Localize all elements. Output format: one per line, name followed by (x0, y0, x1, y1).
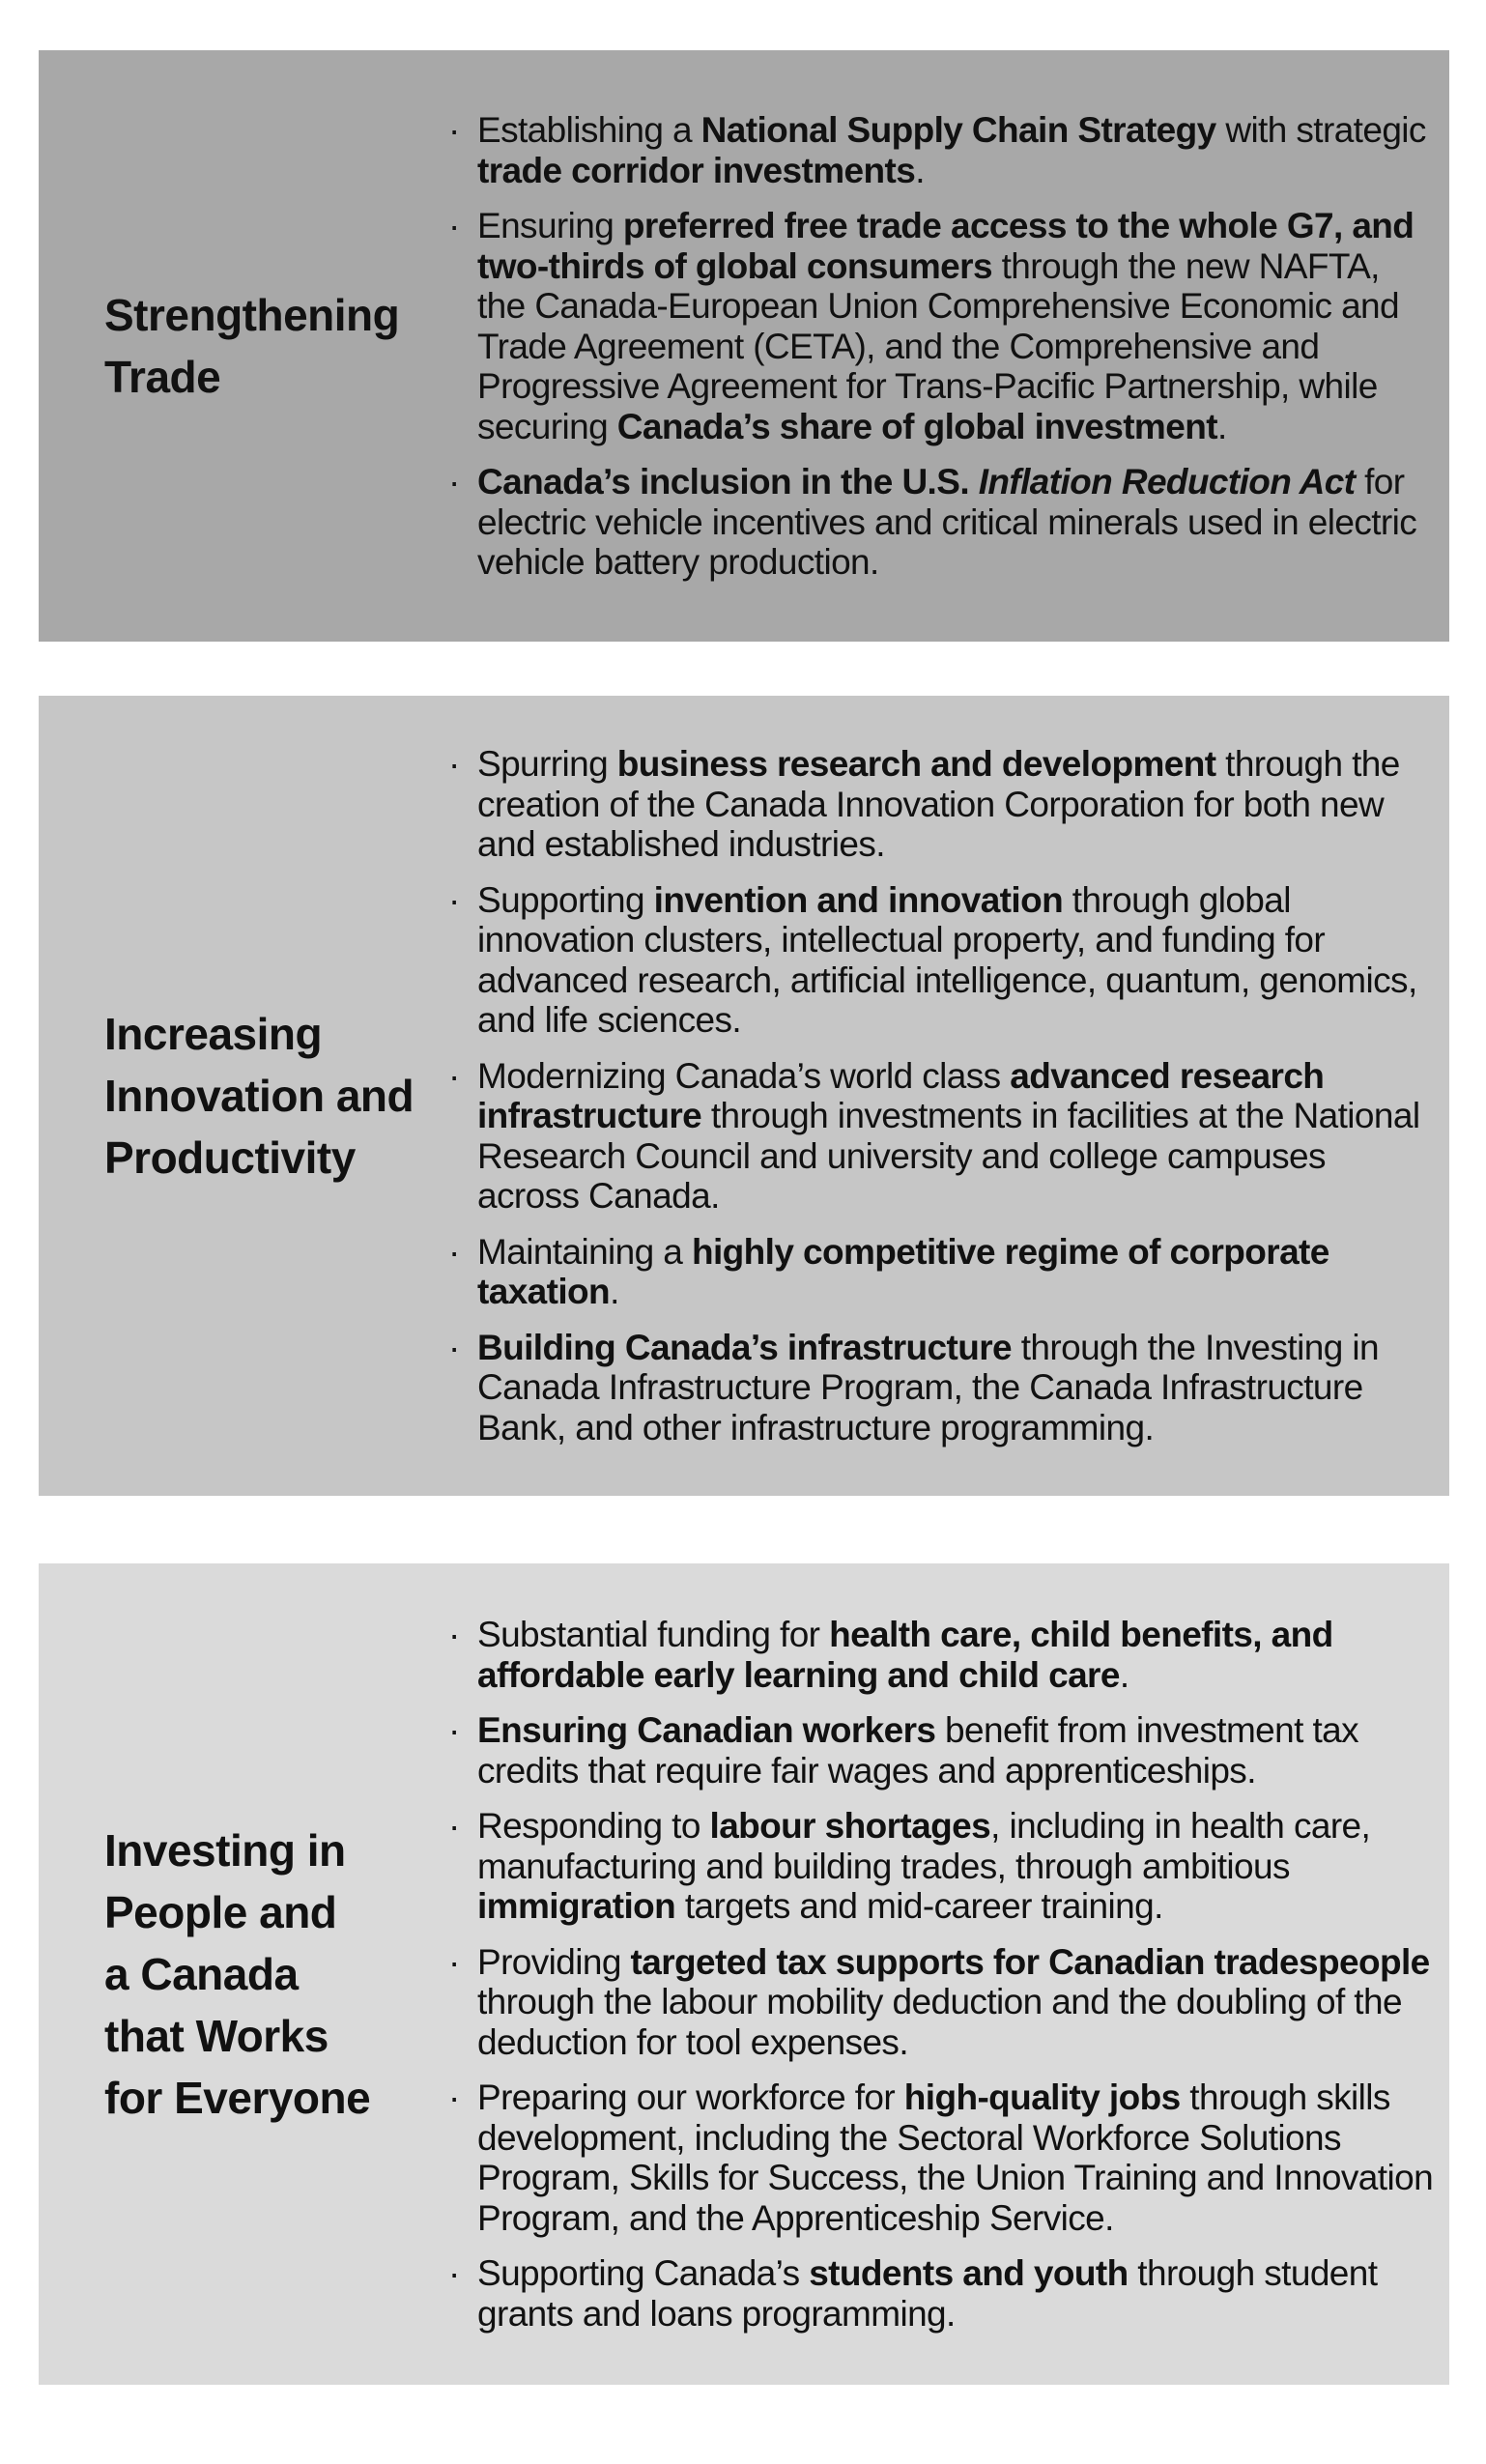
section-innovation-productivity (39, 696, 1449, 1496)
heading-line: Innovation and (104, 1071, 414, 1121)
section-heading (104, 284, 433, 408)
bullet-dot-icon: · (448, 1941, 460, 1982)
text-run: Providing (477, 1941, 631, 1982)
section-heading (104, 1003, 433, 1189)
list-item (448, 1942, 1436, 2063)
bullet-dot-icon: · (448, 1055, 460, 1096)
bold-text: business research and development (616, 744, 1216, 784)
bullet-dot-icon: · (448, 1806, 460, 1846)
bold-text: Inflation Reduction Act (978, 462, 1356, 501)
text-run: . (915, 150, 925, 190)
text-run: . (1119, 1654, 1129, 1695)
bullet-list (448, 744, 1436, 1447)
bullet-dot-icon: · (448, 110, 460, 150)
bold-text: trade corridor investments (477, 150, 916, 190)
text-run: Supporting (477, 879, 654, 920)
bold-text: National Supply Chain Strategy (700, 110, 1216, 150)
heading-line: Investing in (104, 1825, 346, 1876)
bullet-dot-icon: · (448, 1327, 460, 1367)
text-run: Establishing a (477, 110, 701, 150)
text-run: with strategic (1215, 110, 1426, 150)
bullet-dot-icon: · (448, 1231, 460, 1272)
text-run: benefit from investment tax credits that require fair wages and apprenticeships. (477, 1710, 1359, 1791)
bold-text: labour shortages (709, 1806, 991, 1846)
section-investing-in-people (39, 1563, 1449, 2385)
list-item (448, 462, 1436, 583)
list-item (448, 1615, 1436, 1695)
list-item (448, 744, 1436, 865)
list-item (448, 880, 1436, 1041)
text-run: Substantial funding for (477, 1615, 830, 1654)
section-strengthening-trade (39, 50, 1449, 642)
bold-text: health care, child benefits, and affordable early learning and child care (477, 1615, 1333, 1695)
bold-text: targeted tax supports for Canadian tradespeople (630, 1941, 1430, 1982)
bold-text: Canada’s inclusion in the U.S. (477, 462, 979, 501)
bold-text: highly competitive regime of corporate taxation (477, 1231, 1329, 1311)
bold-text: students and youth (809, 2253, 1129, 2293)
section-heading (104, 1819, 433, 2129)
list-item (448, 1328, 1436, 1448)
heading-line: that Works (104, 2011, 329, 2061)
text-run: . (610, 1272, 619, 1311)
list-item (448, 1710, 1436, 1791)
text-run: Responding to (477, 1806, 710, 1846)
list-item (448, 2077, 1436, 2238)
bold-text: Canada’s share of global investment (616, 406, 1217, 446)
bullet-dot-icon: · (448, 2253, 460, 2293)
list-item (448, 206, 1436, 446)
bold-text: preferred free trade access to the whole G7, and two-thirds of global consumers (477, 206, 1415, 286)
bullet-dot-icon: · (448, 206, 460, 245)
text-run: through skills development, including the Sectoral Workforce Solutions Program, Skills for Success, the Union Training and Innovation Program, and the Apprenticeship Service. (477, 2077, 1434, 2238)
list-item (448, 1056, 1436, 1217)
bullet-dot-icon: · (448, 744, 460, 784)
bullet-dot-icon: · (448, 1710, 460, 1750)
list-item (448, 1232, 1436, 1312)
text-run: , including in health care, manufacturing and building trades, through ambitious (477, 1806, 1371, 1886)
heading-line: for Everyone (104, 2073, 371, 2123)
list-item (448, 1806, 1436, 1927)
bullet-dot-icon: · (448, 462, 460, 501)
bullet-dot-icon: · (448, 1615, 460, 1654)
bold-text: immigration (477, 1886, 676, 1926)
text-run: through the Investing in Canada Infrastructure Program, the Canada Infrastructure Bank, and other infrastructure programming. (477, 1327, 1379, 1447)
text-run: through the labour mobility deduction and the doubling of the deduction for tool expenses. (477, 1982, 1402, 2062)
text-run: Preparing our workforce for (477, 2077, 904, 2117)
text-run: Supporting Canada’s (477, 2253, 810, 2293)
bold-text: high-quality jobs (903, 2077, 1181, 2117)
text-run: Modernizing Canada’s world class (477, 1055, 1011, 1096)
text-run: through the new NAFTA, the Canada-European Union Comprehensive Economic and Trade Agreement (CETA), and the Comprehensive and Progressive Agreement for Trans-Pacific Partnership, while securing (477, 245, 1400, 446)
heading-line: a Canada (104, 1949, 299, 1999)
bullet-dot-icon: · (448, 879, 460, 920)
text-run: . (1216, 406, 1227, 446)
bold-text: invention and innovation (653, 879, 1064, 920)
text-run: targets and mid-career training. (675, 1886, 1163, 1926)
list-item (448, 2253, 1436, 2334)
heading-line: Trade (104, 352, 221, 402)
list-item (448, 110, 1436, 190)
heading-line: Strengthening (104, 290, 400, 340)
text-run: Maintaining a (477, 1231, 692, 1272)
text-run: through the creation of the Canada Innovation Corporation for both new and established industries. (477, 744, 1400, 864)
bold-text: Building Canada’s infrastructure (477, 1327, 1013, 1367)
bold-text: Ensuring Canadian workers (477, 1710, 936, 1750)
text-run: through student grants and loans programming. (477, 2253, 1378, 2334)
text-run: through investments in facilities at the National Research Council and university and college campuses across Canada. (477, 1096, 1420, 1216)
text-run: for electric vehicle incentives and critical minerals used in electric vehicle battery production. (477, 462, 1417, 582)
text-run: Spurring (477, 744, 617, 784)
bullet-list (448, 1615, 1436, 2334)
heading-line: Productivity (104, 1132, 356, 1183)
bold-text: advanced research infrastructure (477, 1055, 1325, 1135)
heading-line: Increasing (104, 1009, 323, 1059)
text-run: Ensuring (477, 206, 623, 245)
text-run: through global innovation clusters, intellectual property, and funding for advanced research, artificial intelligence, quantum, genomics, and life sciences. (477, 879, 1417, 1040)
bullet-list (448, 110, 1436, 583)
bullet-dot-icon: · (448, 2077, 460, 2117)
heading-line: People and (104, 1887, 337, 1937)
